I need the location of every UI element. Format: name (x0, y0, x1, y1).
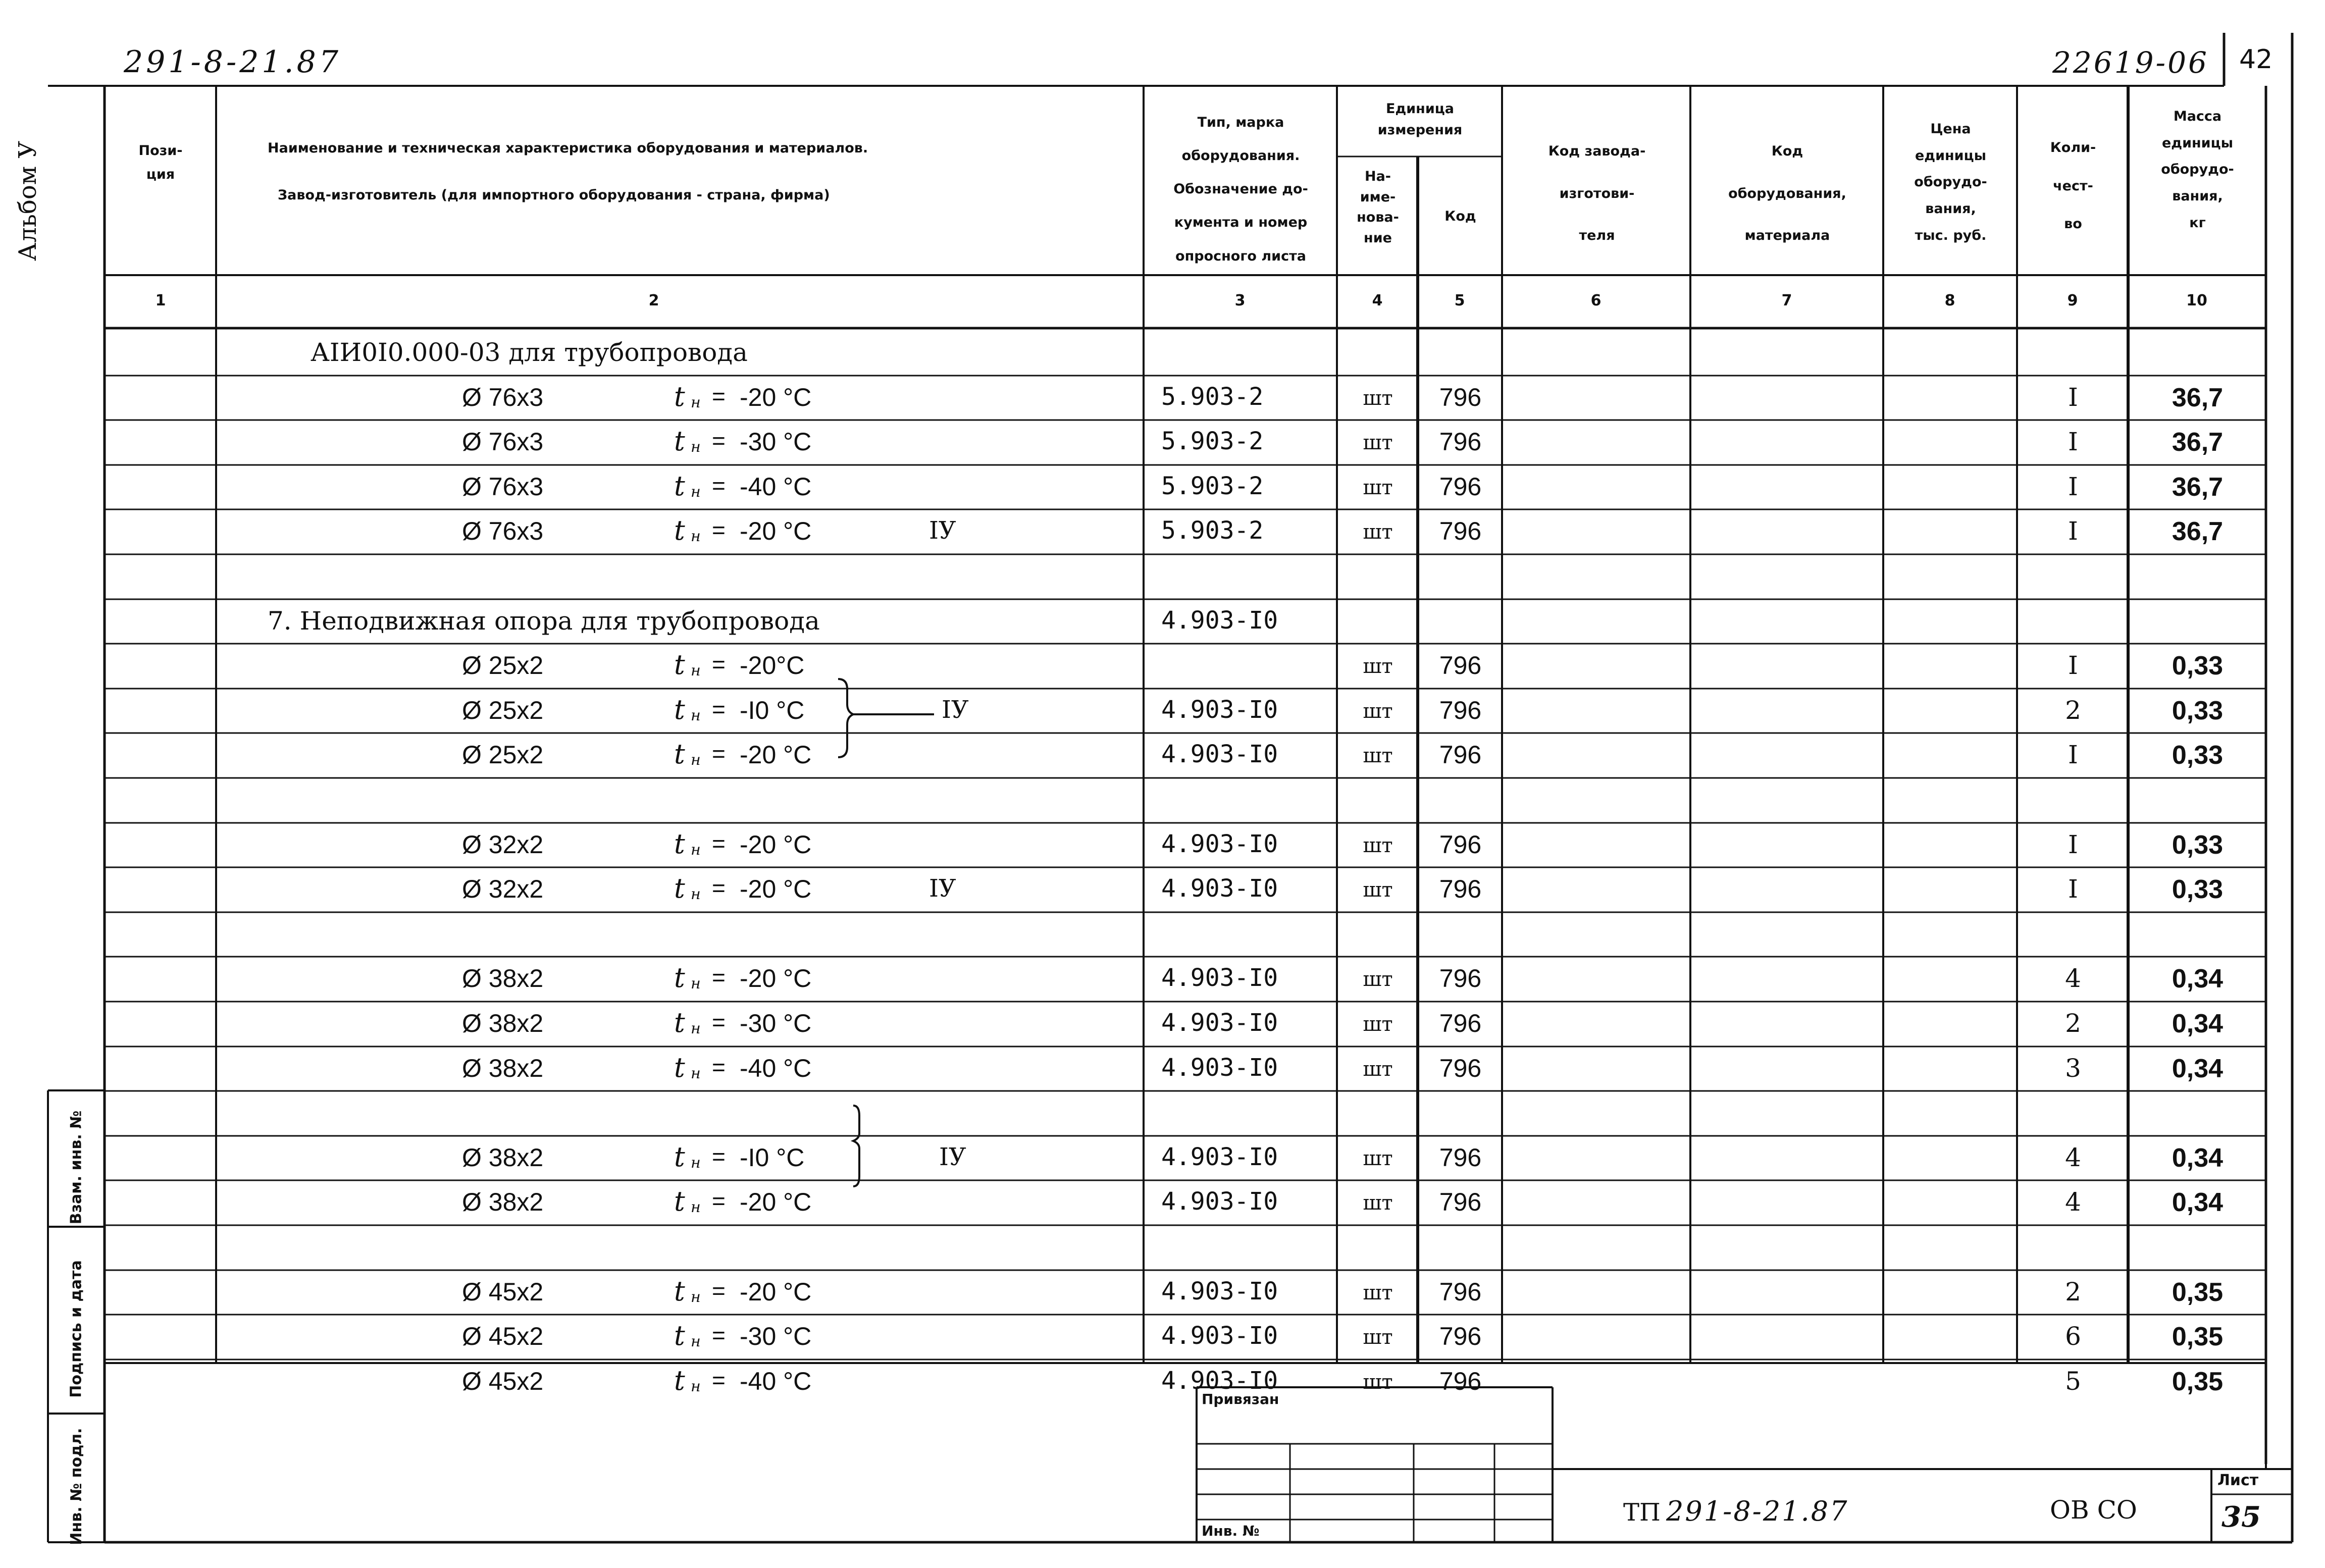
doc-number: 5.903-2 (1161, 472, 1264, 500)
col-header-factory-code: Код завода- изготови- теля (1548, 143, 1646, 244)
tn-symbol: t (674, 1185, 685, 1217)
unit-code: 796 (1439, 383, 1482, 411)
tn-equals: = (712, 1322, 726, 1348)
pipe-size: Ø 25х2 (462, 696, 544, 724)
unit-mass: 0,34 (2172, 1143, 2224, 1173)
tn-subscript: н (691, 1378, 701, 1395)
unit-name: шт (1363, 700, 1393, 723)
unit-code: 796 (1439, 1009, 1482, 1037)
stamp-privyazan: Привязан (1202, 1391, 1279, 1407)
tn-symbol: t (674, 1365, 685, 1396)
tn-value: -20 °С (740, 383, 812, 411)
unit-code: 796 (1439, 428, 1482, 456)
unit-mass: 0,33 (2172, 830, 2224, 860)
tn-symbol: t (674, 514, 685, 546)
tn-subscript: н (691, 1333, 701, 1350)
unit-mass: 0,33 (2172, 741, 2224, 770)
unit-name: шт (1363, 431, 1393, 454)
side-stamp-podpis: Подпись и дата (67, 1260, 85, 1398)
pipe-size: Ø 76х3 (462, 428, 544, 456)
doc-number: 4.903-I0 (1161, 696, 1278, 724)
quantity: I (2068, 874, 2078, 904)
row-title: АIИ0I0.000-03 для трубопровода (311, 338, 748, 367)
unit-mass: 0,34 (2172, 964, 2224, 994)
tn-value: -I0 °С (740, 1143, 805, 1172)
unit-code: 796 (1439, 875, 1482, 903)
unit-mass: 36,7 (2172, 473, 2224, 502)
col-header-name-line2: Завод-изготовитель (для импортного оборудования - страна, фирма) (278, 187, 830, 203)
quantity: 5 (2065, 1367, 2081, 1396)
quantity: 4 (2065, 1187, 2081, 1217)
tn-symbol: t (674, 738, 685, 770)
col-header-price: Цена единицы оборудо- вания, тыс. руб. (1914, 121, 1987, 243)
quantity: I (2068, 651, 2078, 680)
doc-number: 4.903-I0 (1161, 606, 1278, 635)
unit-name: шт (1363, 1058, 1393, 1081)
quantity: 6 (2065, 1322, 2081, 1351)
album-label: Альбом У (14, 140, 42, 262)
col-header-unit-name: На- име- нова- ние (1357, 169, 1399, 246)
col-header-position: Пози- ция (138, 143, 183, 183)
tn-symbol: t (674, 962, 685, 994)
doc-number: 4.903-I0 (1161, 874, 1278, 903)
tn-value: -20 °С (740, 964, 812, 992)
tn-subscript: н (691, 1198, 701, 1216)
unit-code: 796 (1439, 696, 1482, 724)
tn-symbol: t (674, 425, 685, 457)
tn-symbol: t (674, 872, 685, 904)
tn-value: -20 °С (740, 1278, 812, 1306)
unit-mass: 0,35 (2172, 1322, 2224, 1351)
tn-subscript: н (691, 841, 701, 859)
doc-number: 4.903-I0 (1161, 1322, 1278, 1350)
unit-mass: 0,35 (2172, 1367, 2224, 1396)
unit-code: 796 (1439, 1278, 1482, 1306)
row-note: IУ (929, 874, 956, 903)
tn-value: -20 °С (740, 875, 812, 903)
col-header-name-line1: Наименование и техническая характеристика оборудования и материалов. (268, 140, 868, 156)
row-note: IУ (942, 696, 969, 724)
tn-equals: = (712, 741, 726, 767)
col-number-1: 1 (155, 292, 166, 309)
tn-equals: = (712, 875, 726, 901)
col-header-type: Тип, марка оборудования. Обозначение до- кумента и номер опросного листа (1173, 115, 1308, 264)
unit-code: 796 (1439, 1367, 1482, 1395)
tn-symbol: t (674, 828, 685, 860)
tn-equals: = (712, 428, 726, 454)
tn-equals: = (712, 964, 726, 990)
doc-number: 4.903-I0 (1161, 1277, 1278, 1305)
unit-code: 796 (1439, 1188, 1482, 1216)
doc-number: 4.903-I0 (1161, 964, 1278, 992)
tn-value: -40 °С (740, 1367, 812, 1395)
quantity: 2 (2065, 1277, 2081, 1306)
tn-value: -30 °С (740, 1009, 812, 1037)
unit-name: шт (1363, 1013, 1393, 1036)
stamp-list-label: Лист (2217, 1472, 2259, 1489)
doc-number: 4.903-I0 (1161, 1054, 1278, 1082)
row-note: IУ (929, 516, 956, 545)
quantity: I (2068, 383, 2078, 412)
tn-symbol: t (674, 1007, 685, 1038)
page-number: 42 (2239, 44, 2273, 75)
unit-mass: 0,34 (2172, 1188, 2224, 1217)
tn-symbol: t (674, 1141, 685, 1173)
tn-subscript: н (691, 662, 701, 680)
unit-mass: 0,33 (2172, 696, 2224, 725)
tn-subscript: н (691, 751, 701, 769)
col-header-quantity: Коли- чест- во (2050, 140, 2096, 232)
col-number-5: 5 (1454, 292, 1465, 309)
tn-subscript: н (691, 707, 701, 724)
quantity: 2 (2065, 696, 2081, 725)
pipe-size: Ø 45х2 (462, 1322, 544, 1350)
doc-number: 4.903-I0 (1161, 1143, 1278, 1171)
tn-equals: = (712, 1188, 726, 1214)
unit-mass: 36,7 (2172, 517, 2224, 546)
tn-subscript: н (691, 483, 701, 501)
col-number-4: 4 (1372, 292, 1383, 309)
unit-mass: 36,7 (2172, 383, 2224, 412)
pipe-size: Ø 25х2 (462, 741, 544, 769)
row-note: IУ (939, 1143, 966, 1171)
side-stamp-inv-podl: Инв. № подл. (68, 1428, 85, 1545)
tn-symbol: t (674, 470, 685, 502)
pipe-size: Ø 45х2 (462, 1278, 544, 1306)
tn-symbol: t (674, 1320, 685, 1351)
tn-symbol: t (674, 1052, 685, 1083)
unit-name: шт (1363, 655, 1393, 678)
tn-subscript: н (691, 885, 701, 903)
col-header-unit-code: Код (1444, 208, 1476, 224)
col-header-mass: Масса единицы оборудо- вания, кг (2161, 109, 2234, 231)
col-number-8: 8 (1944, 292, 1955, 309)
col-number-6: 6 (1590, 292, 1601, 309)
quantity: I (2068, 472, 2078, 501)
tn-value: -20 °С (740, 741, 812, 769)
unit-name: шт (1363, 1371, 1393, 1394)
tn-symbol: t (674, 381, 685, 412)
pipe-size: Ø 76х3 (462, 383, 544, 411)
tn-value: -30 °С (740, 1322, 812, 1350)
col-number-10: 10 (2186, 292, 2207, 309)
quantity: 3 (2065, 1054, 2081, 1083)
tn-equals: = (712, 473, 726, 499)
tn-subscript: н (691, 1154, 701, 1172)
tn-value: -20°С (740, 651, 805, 680)
tn-subscript: н (691, 1065, 701, 1082)
tn-value: -20 °С (740, 517, 812, 545)
pipe-size: Ø 25х2 (462, 651, 544, 680)
unit-code: 796 (1439, 964, 1482, 992)
tn-subscript: н (691, 975, 701, 992)
tn-subscript: н (691, 1288, 701, 1306)
unit-name: шт (1363, 878, 1393, 902)
col-number-7: 7 (1781, 292, 1792, 309)
pipe-size: Ø 32х2 (462, 875, 544, 903)
pipe-size: Ø 76х3 (462, 517, 544, 545)
side-stamp-vzam: Взам. инв. № (67, 1110, 85, 1225)
doc-number: 5.903-2 (1161, 427, 1264, 455)
pipe-size: Ø 38х2 (462, 1009, 544, 1037)
col-number-2: 2 (648, 292, 659, 309)
tn-value: -20 °С (740, 1188, 812, 1216)
unit-code: 796 (1439, 830, 1482, 859)
doc-code-left: 291-8-21.87 (124, 44, 342, 80)
unit-mass: 36,7 (2172, 428, 2224, 457)
col-header-equipment-code: Код оборудования, материала (1728, 143, 1846, 244)
tn-subscript: н (691, 394, 701, 411)
unit-name: шт (1363, 834, 1393, 857)
tn-value: -20 °С (740, 830, 812, 859)
quantity: I (2068, 516, 2078, 546)
stamp-inv-no: Инв. № (1202, 1523, 1260, 1539)
tn-value: -30 °С (740, 428, 812, 456)
doc-code-right: 22619-06 (2052, 45, 2209, 80)
unit-mass: 0,34 (2172, 1009, 2224, 1038)
pipe-size: Ø 38х2 (462, 1054, 544, 1082)
quantity: I (2068, 427, 2078, 456)
quantity: 4 (2065, 1143, 2081, 1172)
unit-code: 796 (1439, 1322, 1482, 1350)
tn-equals: = (712, 1278, 726, 1304)
doc-number: 4.903-I0 (1161, 1187, 1278, 1216)
unit-name: шт (1363, 744, 1393, 767)
tn-equals: = (712, 1009, 726, 1035)
tn-equals: = (712, 696, 726, 722)
tn-symbol: t (674, 649, 685, 681)
quantity: 4 (2065, 964, 2081, 993)
unit-code: 796 (1439, 517, 1482, 545)
unit-name: шт (1363, 1147, 1393, 1170)
doc-number: 4.903-I0 (1161, 1367, 1278, 1395)
tn-equals: = (712, 383, 726, 409)
quantity: I (2068, 830, 2078, 859)
quantity: I (2068, 740, 2078, 769)
unit-code: 796 (1439, 473, 1482, 501)
stamp-doc-code: 291-8-21.87 (1666, 1495, 1849, 1527)
unit-name: шт (1363, 968, 1393, 991)
tn-subscript: н (691, 1020, 701, 1037)
unit-mass: 0,33 (2172, 875, 2224, 904)
unit-mass: 0,34 (2172, 1054, 2224, 1083)
pipe-size: Ø 76х3 (462, 473, 544, 501)
doc-number: 4.903-I0 (1161, 830, 1278, 858)
doc-number: 4.903-I0 (1161, 1009, 1278, 1037)
unit-mass: 0,33 (2172, 651, 2224, 681)
unit-name: шт (1363, 476, 1393, 499)
quantity: 2 (2065, 1009, 2081, 1038)
tn-value: -40 °С (740, 473, 812, 501)
unit-name: шт (1363, 1191, 1393, 1215)
stamp-ob-co: ОВ СО (2050, 1495, 2137, 1525)
tn-symbol: t (674, 694, 685, 725)
tn-value: -I0 °С (740, 696, 805, 724)
tn-symbol: t (674, 1275, 685, 1307)
doc-number: 4.903-I0 (1161, 740, 1278, 768)
col-number-9: 9 (2067, 292, 2078, 309)
col-number-3: 3 (1234, 292, 1246, 309)
unit-code: 796 (1439, 741, 1482, 769)
doc-number: 5.903-2 (1161, 383, 1264, 411)
pipe-size: Ø 45х2 (462, 1367, 544, 1395)
unit-name: шт (1363, 387, 1393, 410)
row-title: 7. Неподвижная опора для трубопровода (268, 606, 820, 636)
pipe-size: Ø 38х2 (462, 1188, 544, 1216)
tn-equals: = (712, 1367, 726, 1393)
tn-value: -40 °С (740, 1054, 812, 1082)
tn-equals: = (712, 651, 726, 677)
tn-equals: = (712, 1143, 726, 1170)
unit-mass: 0,35 (2172, 1278, 2224, 1307)
tn-equals: = (712, 830, 726, 857)
pipe-size: Ø 38х2 (462, 1143, 544, 1172)
unit-code: 796 (1439, 1143, 1482, 1172)
tn-subscript: н (691, 438, 701, 456)
stamp-list-value: 35 (2221, 1500, 2261, 1534)
stamp-doc-prefix: ТП (1623, 1498, 1661, 1527)
pipe-size: Ø 38х2 (462, 964, 544, 992)
tn-subscript: н (691, 528, 701, 545)
unit-name: шт (1363, 1281, 1393, 1304)
unit-name: шт (1363, 520, 1393, 544)
unit-code: 796 (1439, 1054, 1482, 1082)
pipe-size: Ø 32х2 (462, 830, 544, 859)
col-header-unit-group: Единица измерения (1377, 101, 1463, 138)
unit-name: шт (1363, 1326, 1393, 1349)
unit-code: 796 (1439, 651, 1482, 680)
tn-equals: = (712, 1054, 726, 1080)
doc-number: 5.903-2 (1161, 516, 1264, 545)
tn-equals: = (712, 517, 726, 543)
